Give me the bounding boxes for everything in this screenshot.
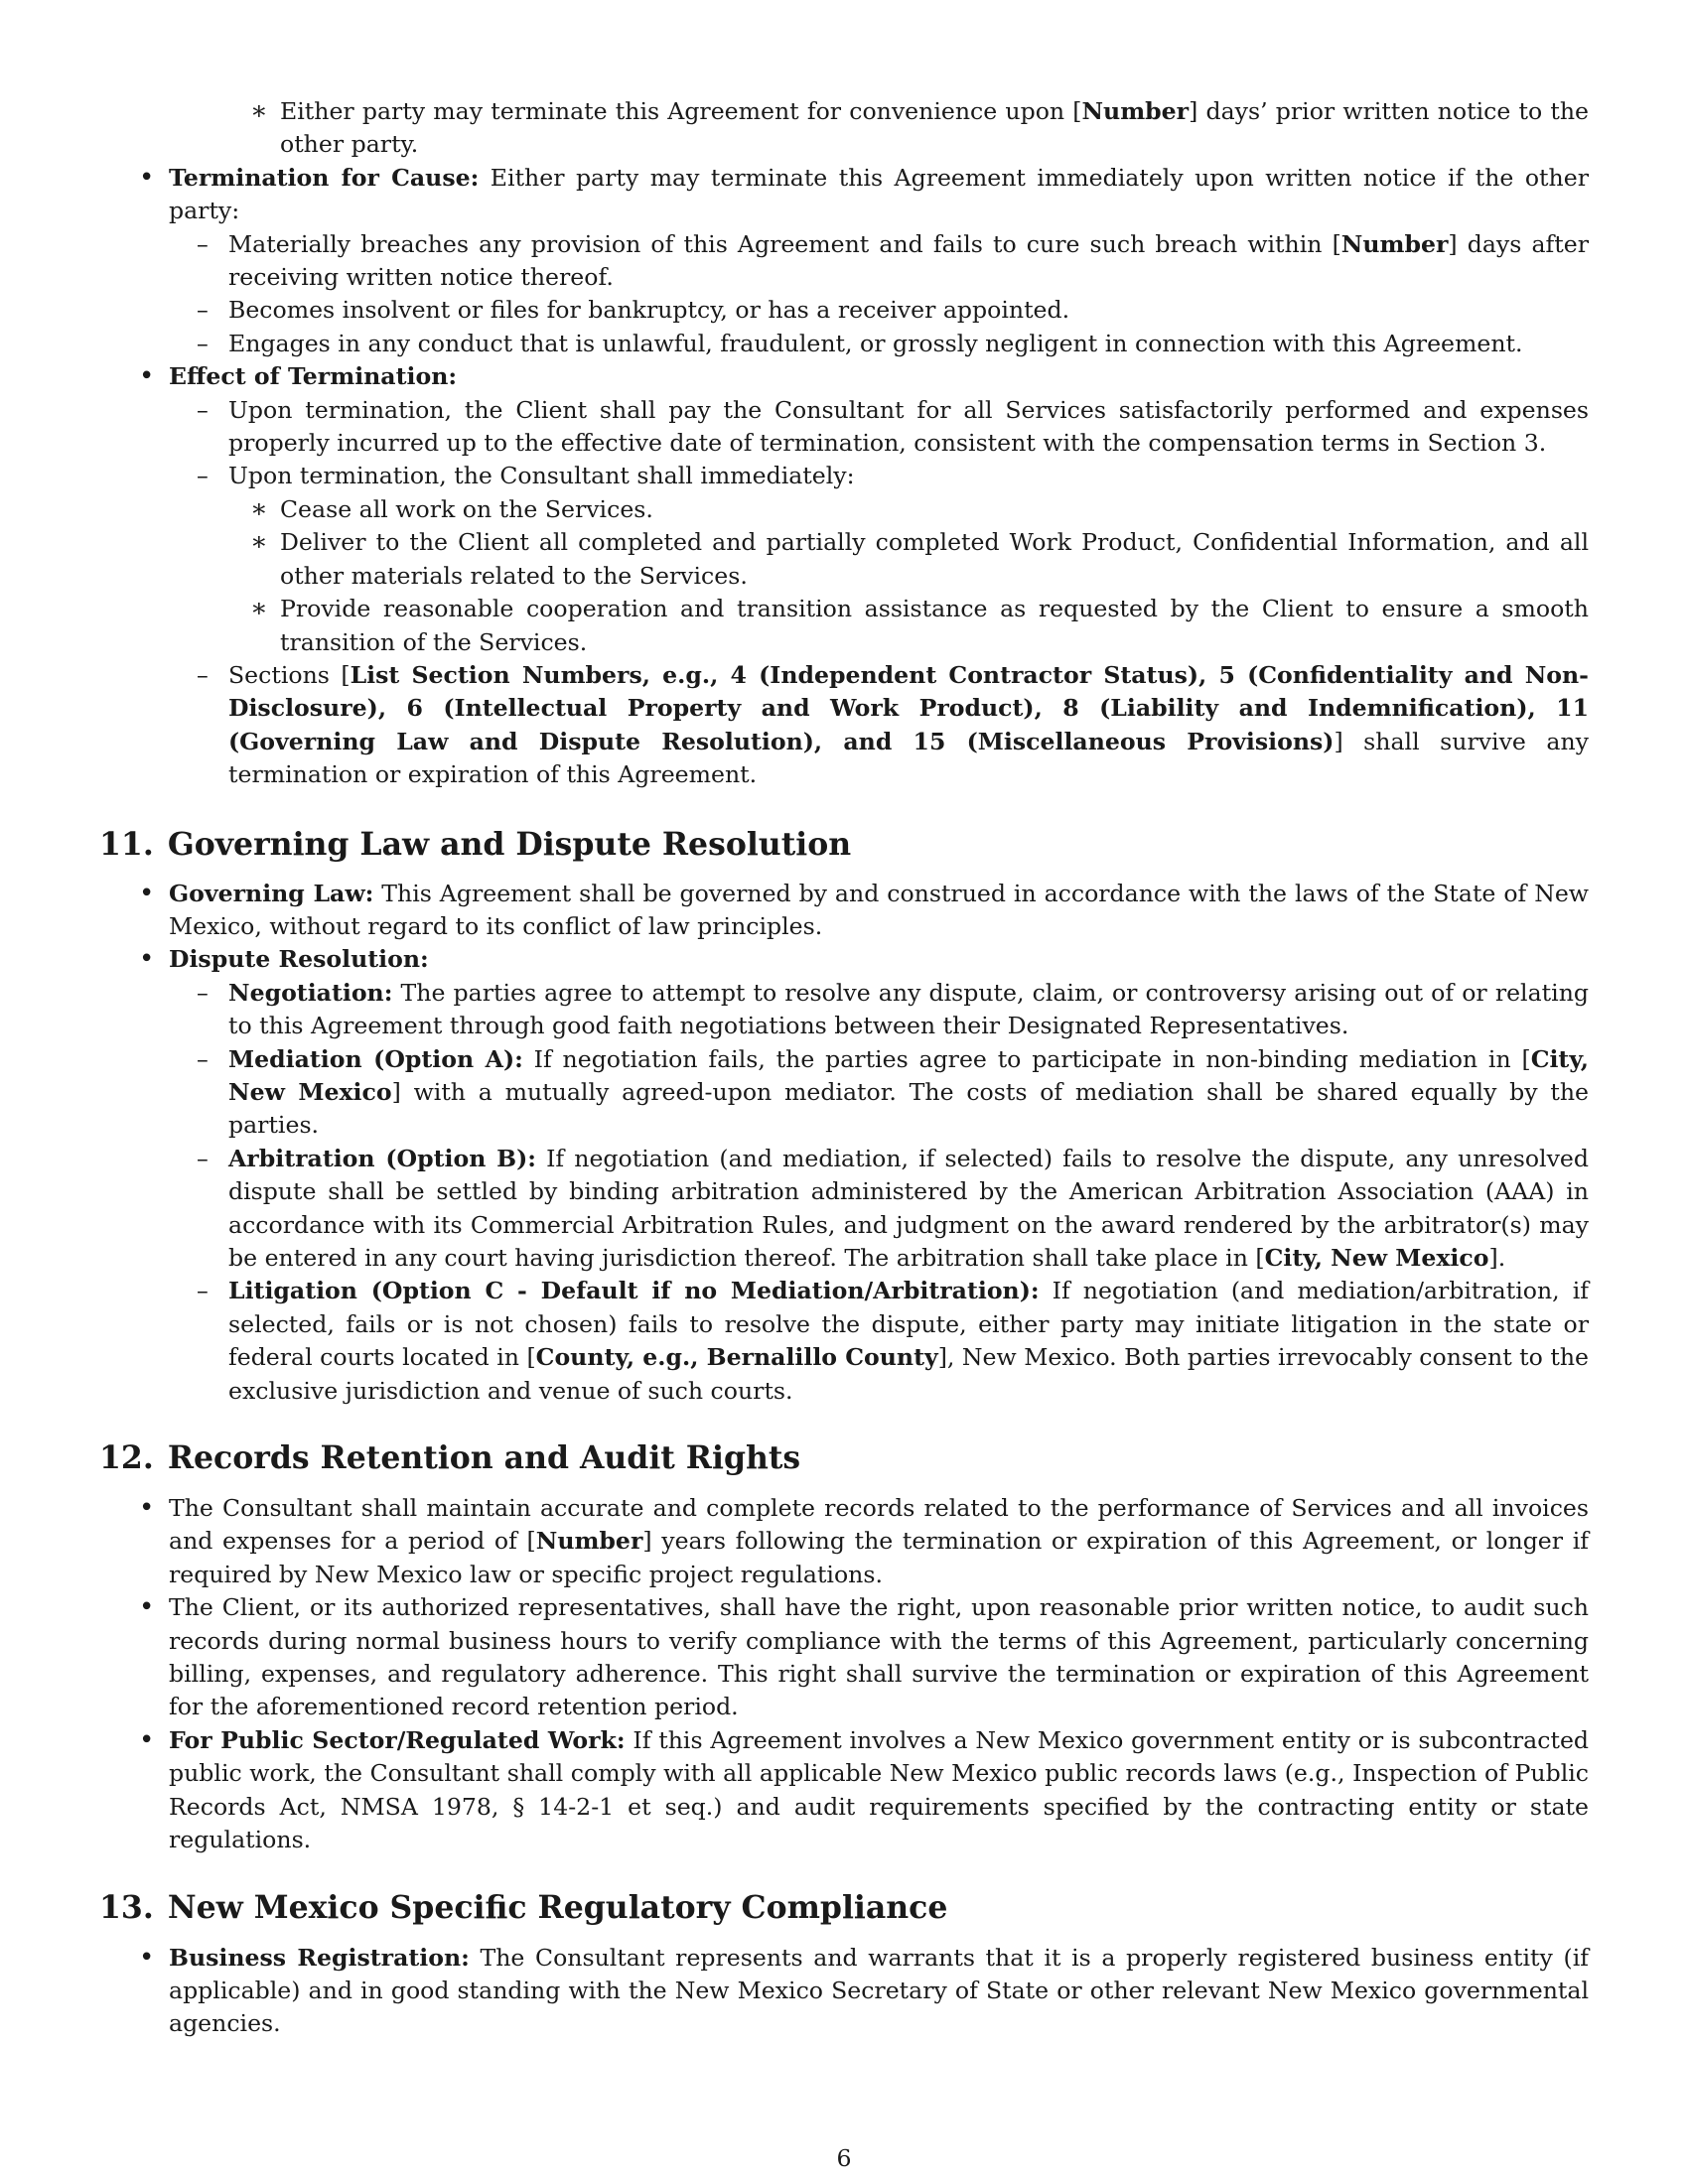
- document-page: [99, 95, 1589, 2041]
- section-heading-11: [99, 825, 1589, 865]
- bullet-marker: –: [197, 395, 209, 424]
- bullet-marker: •: [139, 1724, 155, 1755]
- bold-text: Dispute Resolution:: [169, 945, 429, 974]
- bullet-marker: –: [197, 660, 209, 689]
- list-item: [99, 878, 1589, 944]
- list-item: [99, 95, 1589, 162]
- bold-text: Effect of Termination:: [169, 362, 458, 391]
- item-text: This Agreement shall be governed by and construed in accordance with the laws of the State of New Mexico, without regard to its conflict of law principles.: [169, 879, 1589, 940]
- bold-text: Governing Law:: [169, 879, 374, 907]
- bullet-marker: –: [197, 329, 209, 357]
- bold-text: City, New Mexico: [228, 1044, 1589, 1106]
- list-item: [99, 593, 1589, 659]
- list-item: [99, 294, 1589, 327]
- list-item: [99, 1275, 1589, 1408]
- item-text: The Client, or its authorized representatives, shall have the right, upon reasonable prior written notice, to audit such records during normal business hours to verify compliance with the terms of this Agreement, particularly concerning billing, expenses, and regulatory adherence. This right shall survive the termination or expiration of this Agreement for the aforementioned record retention period.: [169, 1593, 1589, 1721]
- item-text: If negotiation fails, the parties agree to participate in non-binding mediation in [: [522, 1044, 1531, 1073]
- section-heading-13: [99, 1888, 1589, 1928]
- list-item: [99, 977, 1589, 1043]
- item-text: ] with a mutually agreed-upon mediator. The costs of mediation shall be shared equally by the parties.: [228, 1077, 1589, 1140]
- bullet-marker: –: [197, 1144, 209, 1172]
- regulatory-compliance-list: [99, 1942, 1589, 2041]
- bold-text: City, New Mexico: [1264, 1244, 1489, 1272]
- list-item: [99, 360, 1589, 393]
- bold-text: Litigation (Option C - Default if no Mediation/Arbitration):: [228, 1277, 1040, 1305]
- item-text: ] days’ prior written notice to the other party.: [280, 97, 1589, 159]
- list-item: [99, 943, 1589, 976]
- item-text: Upon termination, the Client shall pay the Consultant for all Services satisfactorily performed and expenses properly incurred up to the effective date of termination, consistent with the compensation terms in Section 3.: [228, 395, 1589, 458]
- item-text: Materially breaches any provision of this Agreement and fails to cure such breach within [: [228, 229, 1341, 258]
- item-text: If negotiation (and mediation/arbitration, if selected, fails or is not chosen) fails to resolve the dispute, either party may initiate litigation in the state or federal courts located in [: [228, 1277, 1590, 1372]
- list-item: [99, 1724, 1589, 1857]
- governing-law-list: [99, 878, 1589, 1409]
- item-text: Either party may terminate this Agreement immediately upon written notice if the other party:: [169, 163, 1589, 225]
- section-number: 13.: [99, 1888, 154, 1926]
- bold-text: County, e.g., Bernalillo County: [535, 1343, 938, 1372]
- termination-list: [99, 95, 1589, 792]
- bold-text: Negotiation:: [228, 978, 393, 1007]
- bullet-marker: •: [139, 878, 155, 908]
- section-title: New Mexico Specific Regulatory Compliance: [167, 1888, 948, 1926]
- bold-text: Termination for Cause:: [169, 163, 480, 192]
- bold-text: Number: [1340, 229, 1449, 258]
- section-number: 12.: [99, 1439, 154, 1477]
- item-text: If this Agreement involves a New Mexico government entity or is subcontracted public work, the Consultant shall comply with all applicable New Mexico public records laws (e.g., Inspection of Public Records Act, NMSA 1978, § 14-2-1 et seq.) and audit requirements specified by the contracting entity or state regulations.: [169, 1725, 1590, 1854]
- item-text: If negotiation (and mediation, if selected) fails to resolve the dispute, any unresolved dispute shall be settled by binding arbitration administered by the American Arbitration Association (AAA) in accordance with its Commercial Arbitration Rules, and judgment on the award rendered by the arbitrator(s) may be entered in any court having jurisdiction thereof. The arbitration shall take place in [: [228, 1144, 1589, 1272]
- list-item: [99, 526, 1589, 593]
- bold-text: Business Registration:: [169, 1943, 470, 1972]
- list-item: [99, 1942, 1589, 2041]
- item-text: Sections [: [228, 660, 351, 689]
- list-item: [99, 394, 1589, 461]
- section-title: Governing Law and Dispute Resolution: [167, 825, 852, 863]
- bullet-marker: •: [139, 1592, 155, 1623]
- item-text: ] days after receiving written notice thereof.: [228, 229, 1589, 292]
- bold-text: Number: [1081, 97, 1190, 125]
- list-item: [99, 1043, 1589, 1143]
- item-text: Becomes insolvent or files for bankruptcy, or has a receiver appointed.: [228, 296, 1070, 325]
- bullet-marker: •: [139, 1493, 155, 1524]
- section-heading-12: [99, 1438, 1589, 1478]
- list-item: [99, 659, 1589, 792]
- bold-text: Arbitration (Option B):: [228, 1144, 536, 1172]
- list-item: [99, 460, 1589, 492]
- bold-text: For Public Sector/Regulated Work:: [169, 1725, 626, 1754]
- list-item: [99, 1492, 1589, 1591]
- bullet-marker: –: [197, 1277, 209, 1305]
- item-text: ], New Mexico. Both parties irrevocably consent to the exclusive jurisdiction and venue of such courts.: [228, 1343, 1589, 1405]
- bullet-marker: ∗: [250, 527, 268, 558]
- records-retention-list: [99, 1492, 1589, 1856]
- page-number: 6: [836, 2144, 852, 2172]
- bullet-marker: –: [197, 978, 209, 1007]
- bullet-marker: •: [139, 162, 155, 193]
- bullet-marker: ∗: [250, 594, 268, 624]
- bold-text: List Section Numbers, e.g., 4 (Independent Contractor Status), 5 (Confidentiality and Non-Disclosure), 6 (Intellectual Property and Work Product), 8 (Liability and Indemnification), 11 (Governing Law and Dispute Resolution), and 15 (Miscellaneous Provisions): [228, 660, 1589, 755]
- item-text: Upon termination, the Consultant shall immediately:: [228, 462, 855, 490]
- section-number: 11.: [99, 825, 154, 863]
- bold-text: Number: [535, 1527, 643, 1556]
- list-item: [99, 493, 1589, 526]
- bullet-marker: •: [139, 361, 155, 392]
- section-title: Records Retention and Audit Rights: [167, 1439, 801, 1477]
- bold-text: Mediation (Option A):: [228, 1044, 523, 1073]
- list-item: [99, 1143, 1589, 1276]
- list-item: [99, 162, 1589, 228]
- item-text: The parties agree to attempt to resolve any dispute, claim, or controversy arising out of or relating to this Agreement through good faith negotiations between their Designated Representatives.: [228, 978, 1589, 1040]
- item-text: The Consultant represents and warrants that it is a properly registered business entity (if applicable) and in good standing with the New Mexico Secretary of State or other relevant New Mexico governmental agencies.: [169, 1943, 1589, 2038]
- bullet-marker: ∗: [250, 96, 268, 126]
- bullet-marker: ∗: [250, 493, 268, 524]
- item-text: Engages in any conduct that is unlawful, fraudulent, or grossly negligent in connection with this Agreement.: [228, 329, 1523, 357]
- bullet-marker: •: [139, 1942, 155, 1973]
- item-text: ] shall survive any termination or expiration of this Agreement.: [228, 727, 1589, 789]
- item-text: Cease all work on the Services.: [280, 494, 653, 523]
- bullet-marker: –: [197, 462, 209, 490]
- list-item: [99, 228, 1589, 295]
- item-text: The Consultant shall maintain accurate and complete records related to the performance of Services and all invoices and expenses for a period of [: [169, 1494, 1589, 1556]
- list-item: [99, 328, 1589, 360]
- list-item: [99, 1591, 1589, 1724]
- bullet-marker: –: [197, 1044, 209, 1073]
- bullet-marker: –: [197, 229, 209, 258]
- item-text: Deliver to the Client all completed and partially completed Work Product, Confidential Information, and all other materials related to the Services.: [280, 528, 1589, 590]
- item-text: ].: [1488, 1244, 1506, 1272]
- bullet-marker: •: [139, 944, 155, 975]
- item-text: Either party may terminate this Agreement for convenience upon [: [280, 97, 1082, 125]
- item-text: Provide reasonable cooperation and transition assistance as requested by the Client to ensure a smooth transition of the Services.: [280, 595, 1589, 656]
- bullet-marker: –: [197, 296, 209, 325]
- item-text: ] years following the termination or expiration of this Agreement, or longer if required by New Mexico law or specific project regulations.: [169, 1527, 1589, 1588]
